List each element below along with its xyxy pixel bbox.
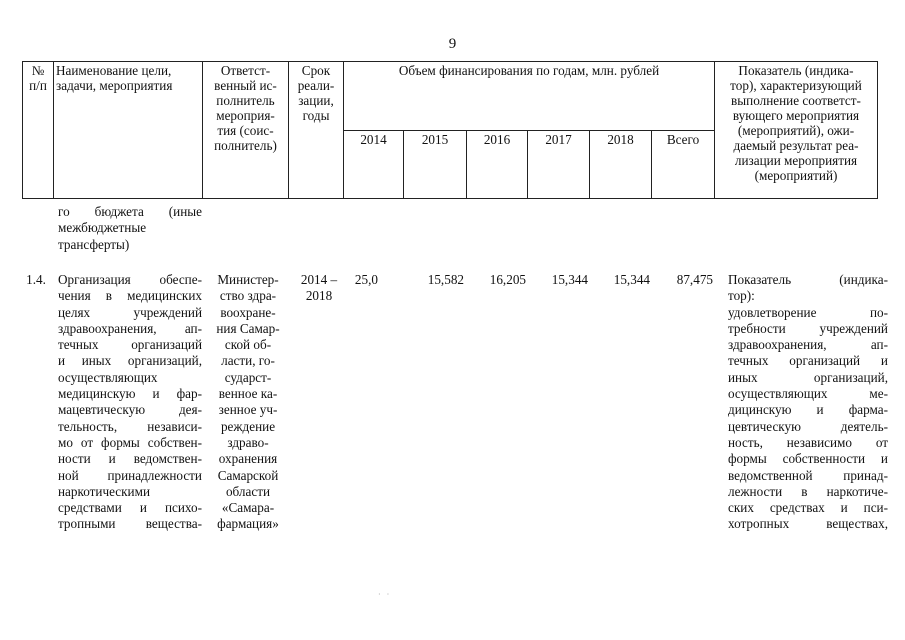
header-year-2017: 2017 [528,130,590,199]
value-2014: 25,0 [354,272,378,287]
header-year-2014: 2014 [344,130,404,199]
value-2018: 15,344 [613,272,650,287]
header-total: Всего [652,130,715,199]
value-2016: 16,205 [489,272,526,287]
value-total: 87,475 [676,272,713,287]
header-num: № п/п [23,62,54,199]
row-number: 1.4. [26,272,46,287]
value-2017: 15,344 [551,272,588,287]
header-term: Срок реали- зации, годы [289,62,344,199]
continuation-text: го бюджета (иные межбюджетные трансферты) [58,204,202,252]
header-goal: Наименование цели, задачи, мероприятия [54,62,203,199]
header-year-2018: 2018 [590,130,652,199]
row-goal: Организация обеспе- чения в медицинских целях учреждений здравоохранения, ап- течных организаций и иных организаций, осуществляющих медицинскую и фар- мацевтическую дея- тельность, независи- мо от формы собствен- ности и ведомствен- ной принадлежности наркотическими средствами и психо- тропными вещества- [58,272,202,532]
header-financing: Объем финансирования по годам, млн. рублей [344,62,715,131]
scan-artifact: · · [378,590,392,599]
row-responsible: Министер- ство здра- воохране- ния Самар- ской об- ласти, го- сударст- венное ка- зенное уч- реждение здраво- охранения Самарской области «Самара- фармация» [216,272,280,532]
table-header [22,61,878,199]
header-year-2016: 2016 [467,130,528,199]
row-indicator: Показатель (индика- тор): удовлетворение по- требности учреждений здравоохранения, ап- течных организаций и иных организаций, осуществляющих ме- дицинскую и фарма- цевтическую деятель- ность, независимо от формы собственности и ведомственной принад- лежности в наркотиче- ских средствах и пси- хотропных веществах, [728,272,888,532]
value-2015: 15,582 [427,272,464,287]
header-indicator: Показатель (индика- тор), характеризующий выполнение соответст- вующего мероприятия (мероприятий), ожи- даемый результат реа- лизации мероприятия (мероприятий) [715,62,878,199]
header-responsible: Ответст- венный ис- полнитель мероприя- тия (соис- полнитель) [203,62,289,199]
page-number: 9 [448,36,457,52]
row-term: 2014 – 2018 [300,272,338,304]
header-year-2015: 2015 [404,130,467,199]
